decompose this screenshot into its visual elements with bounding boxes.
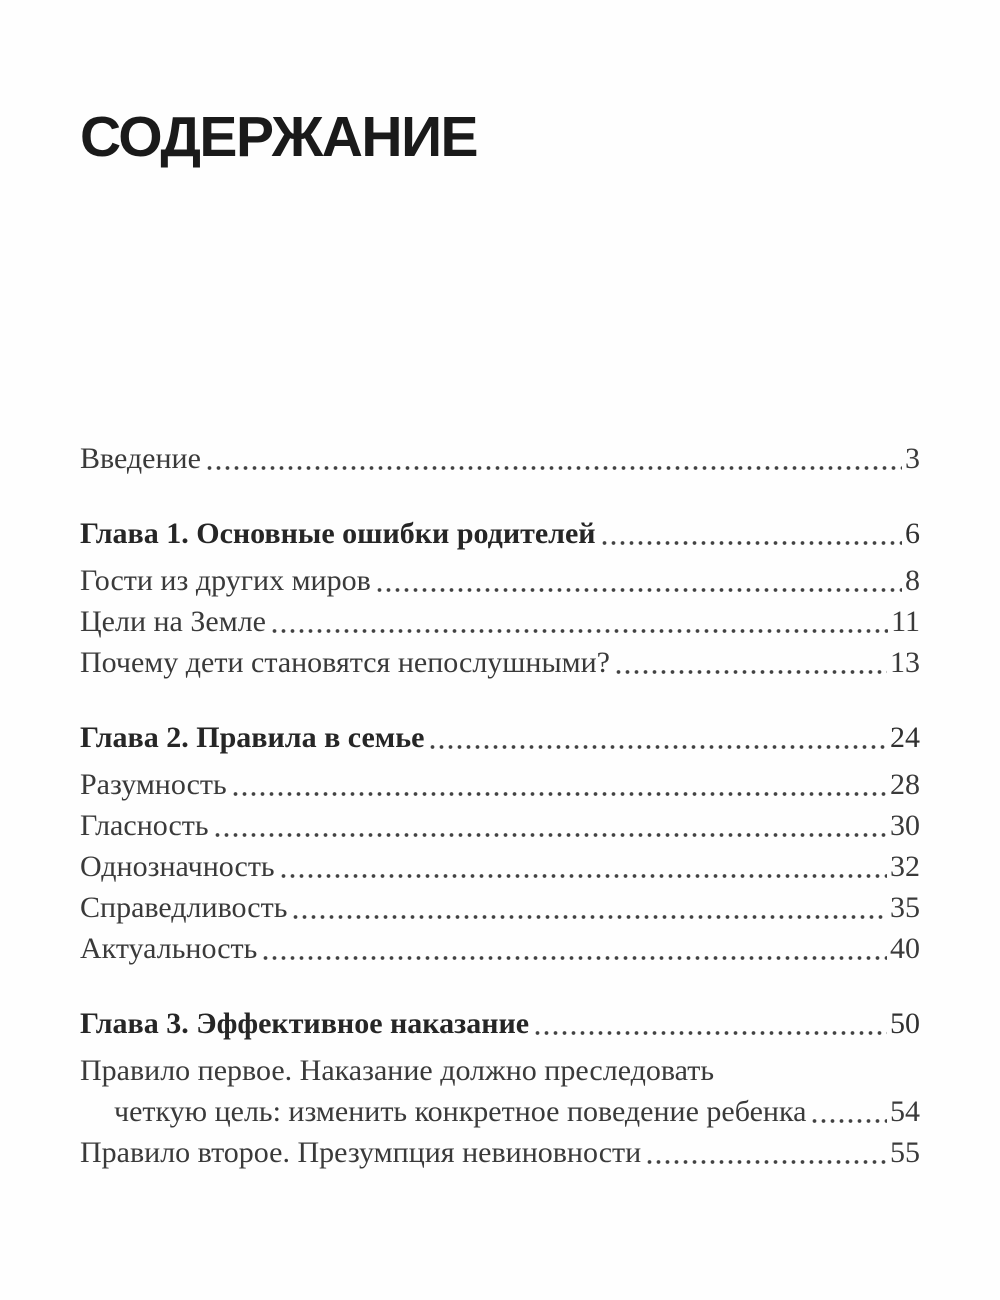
toc-entry-label: Почему дети становятся непослушными? (80, 646, 610, 679)
table-of-contents (80, 438, 920, 1173)
toc-group (80, 513, 920, 683)
toc-entry-label: Глава 1. Основные ошибки родителей (80, 517, 596, 550)
toc-entry (80, 928, 920, 969)
toc-entry-label: Гласность (80, 809, 209, 842)
leader-dots (207, 465, 902, 471)
toc-entry-label: Разумность (80, 768, 227, 801)
toc-group (80, 717, 920, 969)
page-number: 13 (890, 646, 920, 679)
leader-dots (215, 832, 887, 838)
toc-entry (80, 642, 920, 683)
page-number: 40 (890, 932, 920, 965)
page-number: 11 (891, 605, 920, 638)
toc-entry-label: четкую цель: изменить конкретное поведение ребенка (114, 1095, 807, 1128)
leader-dots (272, 628, 888, 634)
leader-dots (647, 1159, 887, 1165)
toc-entry-label: Справедливость (80, 891, 288, 924)
toc-entry-label: Гости из других миров (80, 564, 371, 597)
page-number: 54 (890, 1095, 920, 1128)
toc-entry (80, 438, 920, 479)
toc-entry (80, 846, 920, 887)
page-number: 24 (890, 721, 920, 754)
toc-group (80, 438, 920, 479)
toc-entry-label: Глава 3. Эффективное наказание (80, 1007, 530, 1040)
page-number: 30 (890, 809, 920, 842)
leader-dots (616, 669, 887, 675)
page-number: 8 (905, 564, 920, 597)
toc-entry (80, 717, 920, 758)
toc-entry-label: Глава 2. Правила в семье (80, 721, 425, 754)
leader-dots (430, 744, 887, 750)
toc-entry-label: Правило первое. Наказание должно преследовать (80, 1054, 714, 1087)
toc-entry (80, 560, 920, 601)
page-number: 35 (890, 891, 920, 924)
leader-dots (535, 1030, 887, 1036)
toc-entry-label: Введение (80, 442, 201, 475)
toc-entry (80, 513, 920, 554)
toc-entry (80, 1003, 920, 1044)
page-title: СОДЕРЖАНИЕ (80, 105, 478, 169)
toc-entry (80, 1050, 920, 1091)
leader-dots (263, 955, 887, 961)
leader-dots (377, 587, 902, 593)
leader-dots (281, 873, 887, 879)
toc-entry-label: Однозначность (80, 850, 275, 883)
toc-entry (80, 805, 920, 846)
toc-entry-label: Актуальность (80, 932, 258, 965)
page-number: 50 (890, 1007, 920, 1040)
page-number: 32 (890, 850, 920, 883)
page-number: 3 (905, 442, 920, 475)
toc-group (80, 1003, 920, 1173)
leader-dots (293, 914, 887, 920)
leader-dots (812, 1118, 887, 1124)
toc-entry-label: Цели на Земле (80, 605, 266, 638)
toc-entry-label: Правило второе. Презумпция невиновности (80, 1136, 642, 1169)
toc-entry (80, 601, 920, 642)
toc-entry (80, 1132, 920, 1173)
page-number: 6 (905, 517, 920, 550)
toc-entry (80, 887, 920, 928)
toc-entry (80, 764, 920, 805)
leader-dots (602, 540, 902, 546)
leader-dots (233, 791, 887, 797)
page-number: 28 (890, 768, 920, 801)
toc-entry (80, 1091, 920, 1132)
page-number: 55 (890, 1136, 920, 1169)
